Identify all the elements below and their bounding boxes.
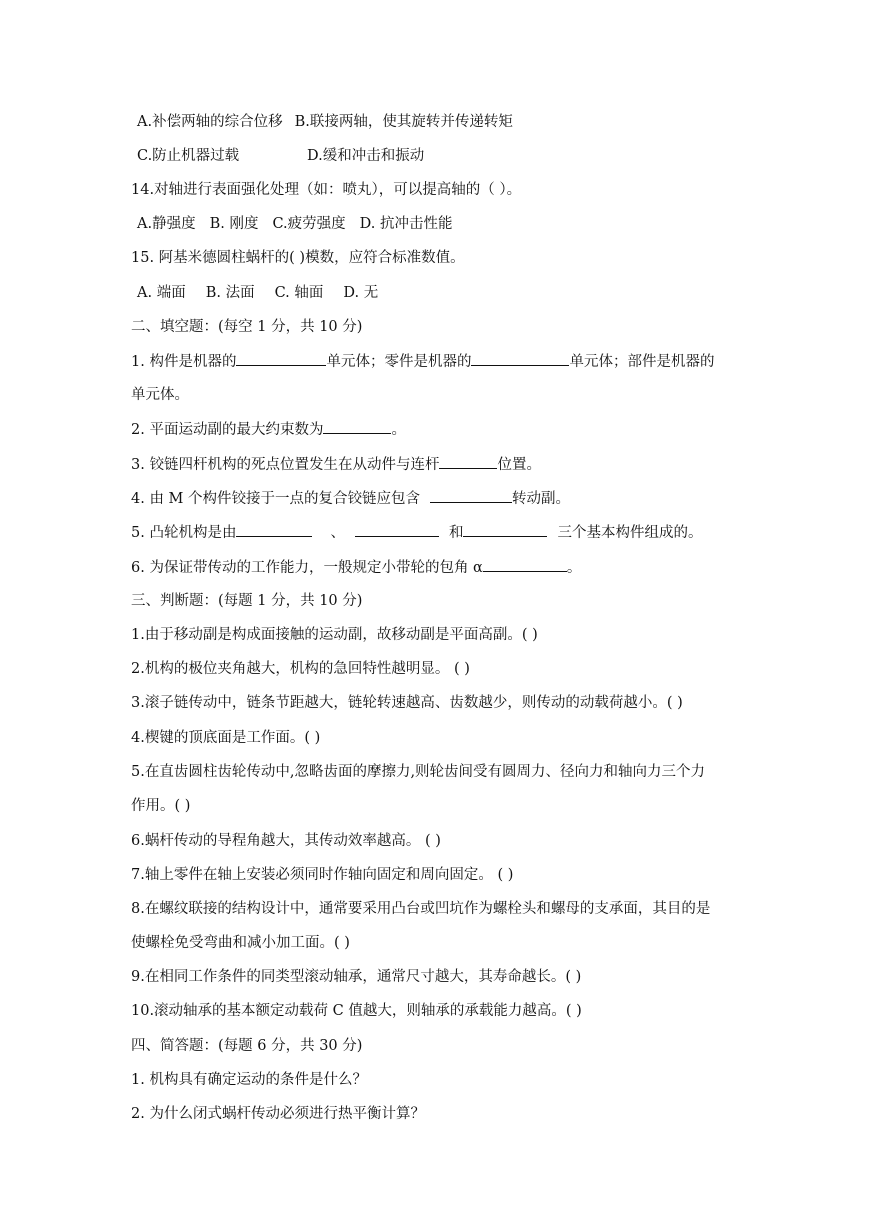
judge-item: 8.在螺纹联接的结构设计中，通常要采用凸台或凹坑作为螺栓头和螺母的支承面，其目的是	[131, 901, 711, 917]
judge-item: 5.在直齿圆柱齿轮传动中,忽略齿面的摩擦力,则轮齿间受有圆周力、径向力和轴向力三个力	[131, 764, 706, 780]
judge-item: 4.楔键的顶底面是工作面。( )	[131, 730, 321, 746]
judge-item: 2.机构的极位夹角越大，机构的急回特性越明显。 ( )	[131, 661, 470, 677]
fill-q1-text-a: 1. 构件是机器的	[131, 354, 237, 370]
short-answer-q2: 2. 为什么闭式蜗杆传动必须进行热平衡计算？	[131, 1106, 425, 1122]
fill-q4-text-a: 4. 由 M 个构件铰接于一点的复合铰链应包含	[131, 491, 421, 507]
q14-option-d: D. 抗冲击性能	[359, 216, 453, 232]
judge-item: 7.轴上零件在轴上安装必须同时作轴向固定和周向固定。 ( )	[131, 867, 514, 883]
fill-blank[interactable]	[355, 522, 439, 537]
fill-q2	[131, 419, 406, 440]
fill-q5-text-a: 5. 凸轮机构是由	[131, 525, 237, 541]
q15-stem: 15. 阿基米德圆柱蜗杆的( )模数，应符合标准数值。	[131, 250, 465, 266]
fill-q2-text-b: 。	[391, 422, 406, 438]
q13-options-row-1	[137, 112, 513, 132]
judge-item: 9.在相同工作条件的同类型滚动轴承，通常尺寸越大，其寿命越长。( )	[131, 969, 582, 985]
fill-blank[interactable]	[483, 557, 567, 572]
fill-q3-text-a: 3. 铰链四杆机构的死点位置发生在从动件与连杆	[131, 457, 440, 473]
fill-q6	[131, 557, 581, 578]
q13-option-a: A.补偿两轴的综合位移	[137, 114, 283, 130]
section2-heading: 二、填空题：(每空 1 分，共 10 分)	[131, 319, 363, 335]
q14-options	[137, 214, 452, 234]
q15-option-c: C. 轴面	[274, 285, 324, 301]
q13-options-row-2	[137, 146, 424, 166]
short-answer-q1: 1. 机构具有确定运动的条件是什么？	[131, 1072, 367, 1088]
fill-q1-continued: 单元体。	[131, 387, 189, 403]
fill-blank[interactable]	[439, 454, 497, 469]
q14-option-b: B. 刚度	[209, 216, 259, 232]
fill-q3	[131, 454, 541, 475]
judge-item-continued: 使螺栓免受弯曲和减小加工面。( )	[131, 935, 350, 951]
fill-q5	[131, 522, 702, 543]
q14-option-a: A.静强度	[137, 216, 196, 232]
fill-blank[interactable]	[236, 351, 326, 366]
section3-heading: 三、判断题：(每题 1 分，共 10 分)	[131, 593, 363, 609]
fill-q6-text-a: 6. 为保证带传动的工作能力，一般规定小带轮的包角 α	[131, 560, 483, 576]
q15-options	[137, 283, 378, 303]
q15-option-d: D. 无	[343, 285, 379, 301]
fill-q6-text-b: 。	[566, 560, 582, 576]
fill-blank[interactable]	[463, 522, 547, 537]
judge-item: 10.滚动轴承的基本额定动载荷 C 值越大，则轴承的承载能力越高。( )	[131, 1003, 582, 1019]
fill-blank[interactable]	[323, 419, 391, 434]
judge-item: 1.由于移动副是构成面接触的运动副，故移动副是平面高副。( )	[131, 627, 538, 643]
section4-heading: 四、简答题：(每题 6 分，共 30 分)	[131, 1038, 363, 1054]
fill-q4	[131, 488, 570, 509]
fill-blank[interactable]	[430, 488, 512, 503]
q13-option-b: B.联接两轴，使其旋转并传递转矩	[294, 114, 513, 130]
q15-option-b: B. 法面	[205, 285, 255, 301]
fill-q3-text-b: 位置。	[497, 457, 541, 473]
fill-q1	[131, 351, 714, 372]
q15-option-a: A. 端面	[137, 285, 186, 301]
fill-q1-text-c: 单元体；部件是机器的	[569, 354, 715, 370]
fill-blank[interactable]	[471, 351, 569, 366]
judge-item: 3.滚子链传动中，链条节距越大，链轮转速越高、齿数越少，则传动的动载荷越小。( )	[131, 695, 683, 711]
q14-option-c: C.疲劳强度	[272, 216, 346, 232]
judge-item: 6.蜗杆传动的导程角越大，其传动效率越高。 ( )	[131, 833, 441, 849]
judge-item-continued: 作用。( )	[131, 798, 191, 814]
q14-stem: 14.对轴进行表面强化处理（如：喷丸），可以提高轴的（ ）。	[131, 182, 522, 198]
q13-option-d: D.缓和冲击和振动	[307, 148, 425, 164]
fill-q5-text-c: 和	[448, 525, 464, 541]
fill-q4-text-b: 转动副。	[512, 491, 571, 507]
fill-q1-text-b: 单元体；零件是机器的	[326, 354, 472, 370]
fill-q5-text-d: 三个基本构件组成的。	[557, 525, 703, 541]
fill-q5-text-b: 、	[330, 525, 345, 541]
fill-q2-text-a: 2. 平面运动副的最大约束数为	[131, 422, 324, 438]
q13-option-c: C.防止机器过载	[137, 148, 240, 164]
fill-blank[interactable]	[236, 522, 312, 537]
